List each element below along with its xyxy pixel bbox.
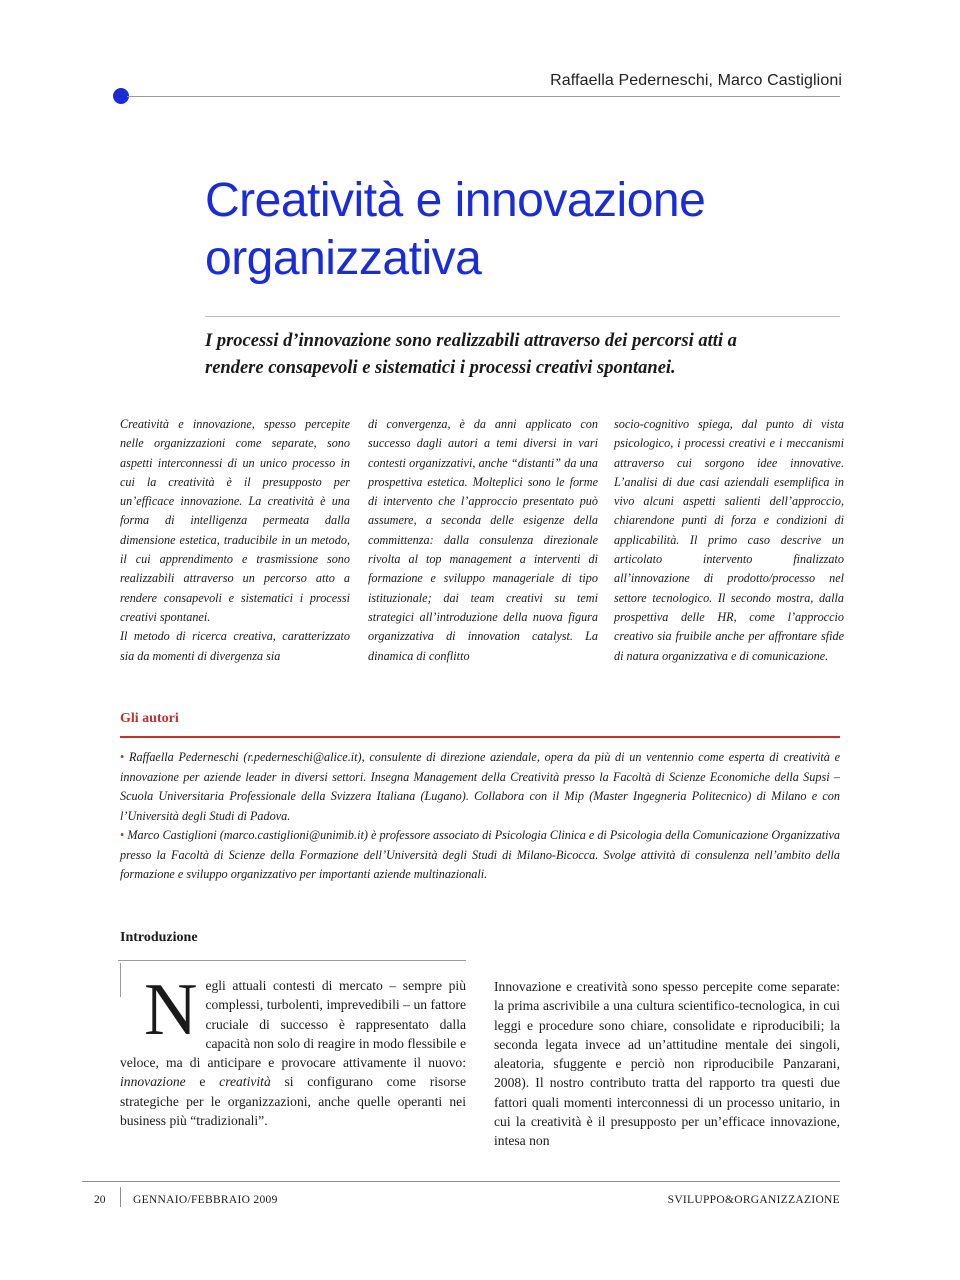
body-text: si configurano come risorse strategiche per le organizzazioni, anche quelle operanti nei business più “tradizionali”. xyxy=(120,1074,466,1129)
journal-name: SVILUPPO&ORGANIZZAZIONE xyxy=(667,1194,840,1206)
bullet-icon: • xyxy=(120,750,125,764)
dropcap-letter: N xyxy=(144,969,198,1051)
abstract-column-3 xyxy=(614,415,844,666)
emphasis-creativita: creatività xyxy=(219,1074,271,1090)
subtitle-line-2: rendere consapevoli e sistematici i processi creativi spontanei. xyxy=(205,358,676,378)
title-rule xyxy=(205,316,840,317)
footer-divider xyxy=(120,1187,121,1207)
intro-rule xyxy=(118,960,466,961)
body-text: e xyxy=(185,1074,220,1090)
section-heading-introduzione: Introduzione xyxy=(120,930,198,945)
author-bio-pederneschi xyxy=(120,748,840,826)
author-bio-text: Raffaella Pederneschi (r.pederneschi@alice.it), consulente di direzione aziendale, opera da più di un ventennio come esperta di creatività e innovazione per aziende leader in diversi settori. Insegna Management della Creatività presso la Facoltà di Scienze Economiche della Supsi – Scuola Universitaria Professionale della Svizzera Italiana (Lugano). Collabora con il Mip (Master Ingegneria Politecnico) di Milano e con l’Università degli Studi di Padova. xyxy=(120,750,841,823)
abstract-paragraph: socio-cognitivo spiega, dal punto di vista psicologico, i processi creativi e i meccanismi attraverso cui sorgono idee innovative. L’analisi di due casi aziendali esemplifica in vivo alcuni aspetti salienti dell’approccio, chiarendone punti di forza e condizioni di applicabilità. Il primo caso descrive un articolato intervento finalizzato all’innovazione di prodotto/processo nel settore tecnologico. Il secondo mostra, dalla prospettiva delle HR, come l’approccio creativo sia fruibile anche per affrontare sfide di natura organizzativa e di comunicazione. xyxy=(614,417,844,663)
abstract-paragraph: Creatività e innovazione, spesso percepite nelle organizzazioni come separate, sono aspetti interconnessi di un unico processo in cui la creatività è il presupposto per un’efficace innovazione. La creatività è una forma di intelligenza permeata dalla dimensione estetica, traducibile in un metodo, il cui apprendimento e trasmissione sono realizzabili attraverso un percorso atto a rendere consapevoli e sistematici i processi creativi spontanei. xyxy=(120,417,350,624)
abstract-paragraph: di convergenza, è da anni applicato con successo dagli autori a temi diversi in vari contesti organizzativi, anche “distanti” da una prospettiva estetica. Molteplici sono le forme di intervento che l’approccio presentato può assumere, a seconda delle esigenze della committenza: dalla consulenza direzionale rivolta al top management a interventi di formazione e sviluppo manageriale di tipo istituzionale; dai team creativi su temi strategici all’introduzione della nuova figura organizzativa di innovation catalyst. La dinamica di conflitto xyxy=(368,417,598,663)
body-column-1 xyxy=(120,969,466,1130)
body-column-2: Innovazione e creatività sono spesso percepite come separate: la prima ascrivibile a una cultura scientifico-tecnologica, in cui leggi e procedure sono chiare, consolidate e riproducibili; la seconda legata invece ad un’attitudine mentale dei singoli, aleatoria, sfuggente e perciò non riproducibile Panzarani, 2008). Il nostro contributo tratta del rapporto tra questi due fattori quali momenti interconnessi di un processo unitario, in cui la creatività è il presupposto per un’efficace innovazione, intesa non xyxy=(494,979,840,1149)
footer-rule xyxy=(82,1181,840,1182)
article-title xyxy=(205,172,705,288)
authors-heading: Gli autori xyxy=(120,711,179,726)
title-line-1: Creatività e innovazione xyxy=(205,174,706,227)
title-line-2: organizzativa xyxy=(205,232,482,285)
authors-rule xyxy=(120,736,840,738)
body-text: egli attuali contesti di mercato – sempre più complessi, turbolenti, imprevedibili – un fattore cruciale di successo è rappresentato dalla capacità non solo di reagire in modo flessibile e veloce, ma di anticipare e provocare attivamente il nuovo: xyxy=(120,978,466,1071)
page-number: 20 xyxy=(94,1194,106,1206)
header-rule xyxy=(127,96,840,97)
author-bio-castiglioni xyxy=(120,826,840,885)
subtitle-line-1: I processi d’innovazione sono realizzabili attraverso dei percorsi atti a xyxy=(205,331,737,351)
bullet-icon: • xyxy=(120,828,125,842)
article-subtitle xyxy=(205,328,840,382)
abstract-paragraph: Il metodo di ricerca creativa, caratterizzato sia da momenti di divergenza sia xyxy=(120,629,350,663)
abstract-column-1 xyxy=(120,415,350,666)
abstract-column-2 xyxy=(368,415,598,666)
issue-date: GENNAIO/FEBBRAIO 2009 xyxy=(133,1194,278,1206)
emphasis-innovazione: innovazione xyxy=(120,1074,186,1090)
running-header-authors: Raffaella Pederneschi, Marco Castiglioni xyxy=(550,72,842,89)
author-bio-text: Marco Castiglioni (marco.castiglioni@unimib.it) è professore associato di Psicologia Clinica e di Psicologia della Comunicazione Organizzativa presso la Facoltà di Scienze della Formazione dell’Università degli Studi di Milano-Bicocca. Svolge attività di consulenza nell’ambito della formazione e sviluppo organizzativo per importanti aziende multinazionali. xyxy=(120,828,841,881)
